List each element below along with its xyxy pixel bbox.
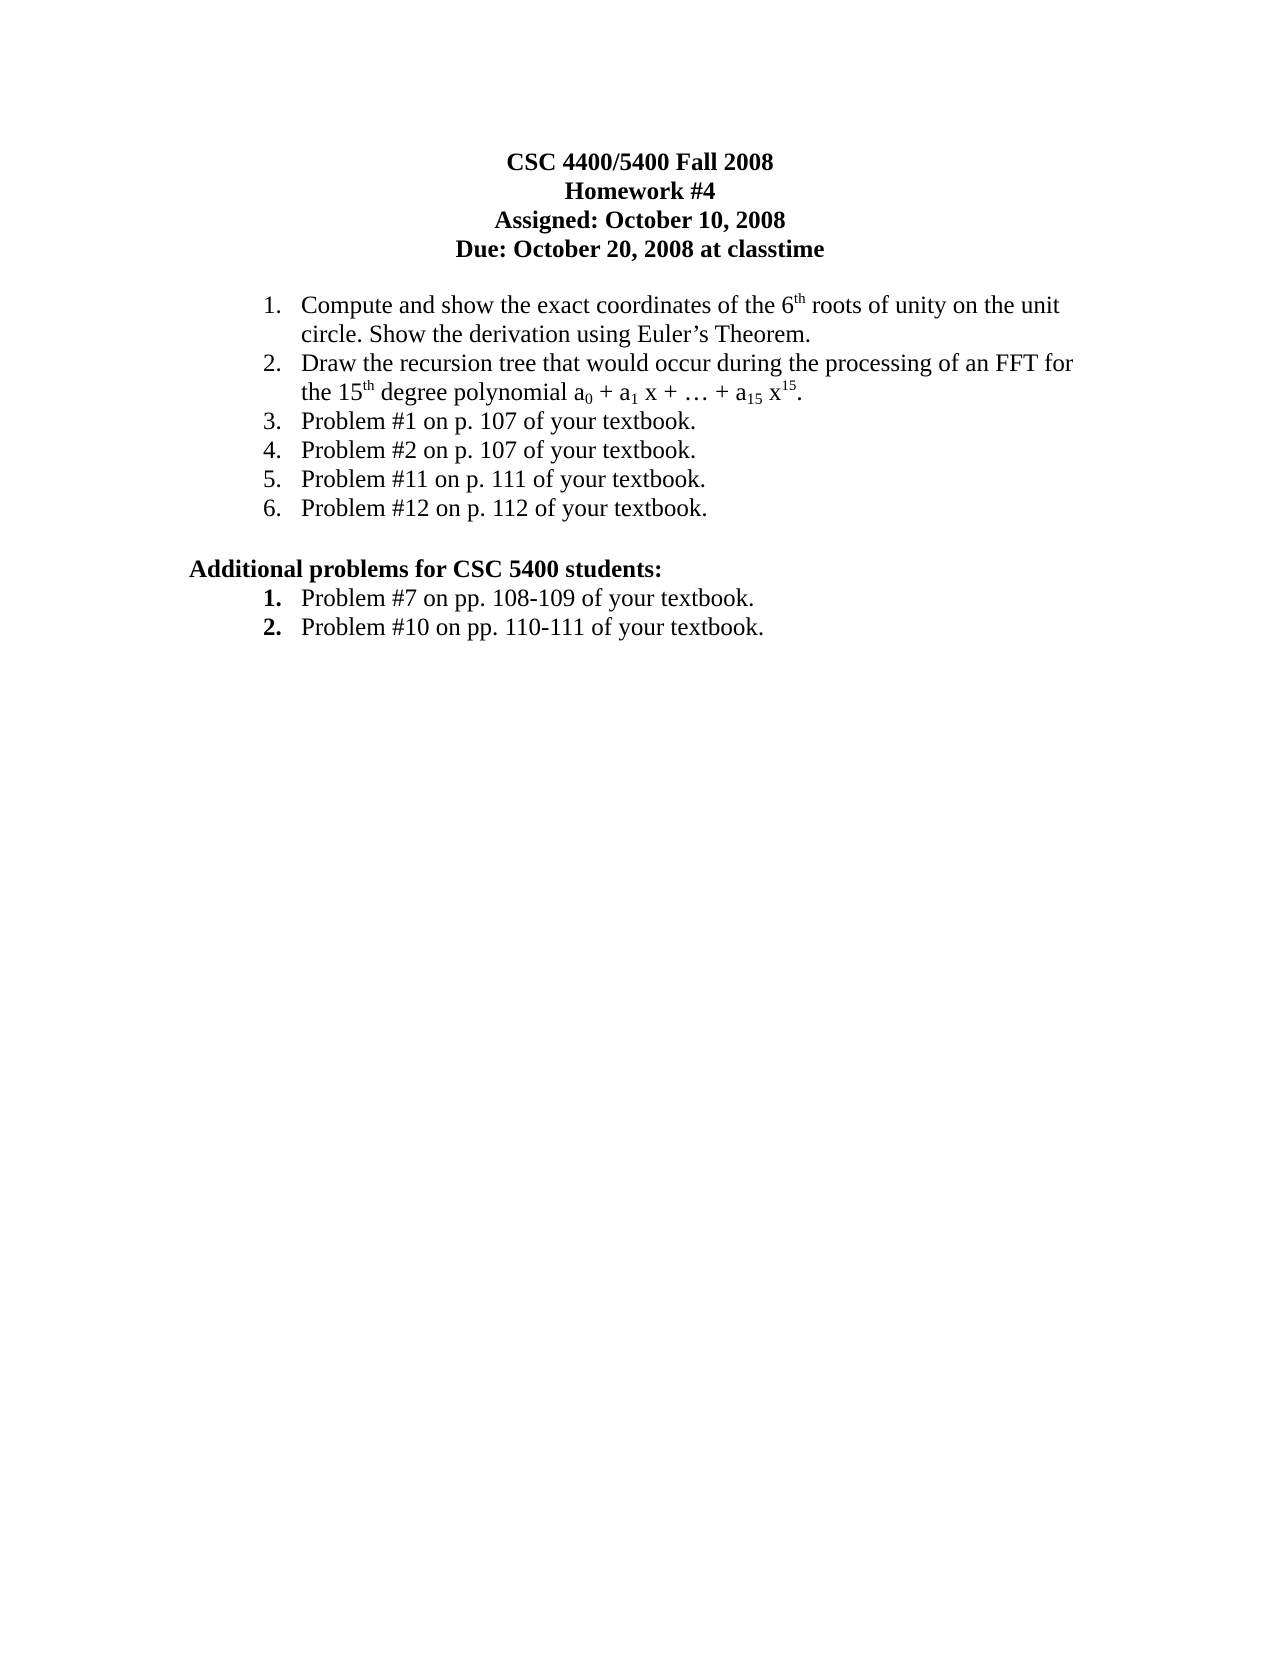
item-number: 5. [263,466,282,493]
item-text: Problem #7 on pp. 108-109 of your textbook. [301,585,755,612]
assigned-date: Assigned: October 10, 2008 [494,207,786,234]
item-text: Problem #12 on p. 112 of your textbook. [301,495,708,522]
item-text: Compute and show the exact coordinates of the 6th roots of unity on the unit circle. Show the derivation using Euler’s Theorem. [301,291,1060,348]
item-text: Draw the recursion tree that would occur during the processing of an FFT for the 15th degree polynomial $a_0 + a_1$ x + … + $a_{15}$ $x^{15}$. [301,350,1074,408]
list-item [0,407,1280,436]
item-text: Problem #1 on p. 107 of your textbook. [301,408,697,435]
item-number: 6. [263,495,282,522]
list-item [0,494,1280,523]
due-date: Due: October 20, 2008 at classtime [455,236,825,263]
list-item [0,291,1280,349]
list-item [0,349,1280,407]
document-header [0,148,1280,264]
item-number: 1. [263,292,282,319]
additional-problem-list [0,584,1280,642]
item-number: 4. [263,437,282,464]
item-text: Problem #2 on p. 107 of your textbook. [301,437,697,464]
homework-title: Homework #4 [564,178,716,205]
item-number: 1. [263,585,282,612]
list-item [0,465,1280,494]
list-item [0,584,1280,613]
list-item [0,613,1280,642]
course-title: CSC 4400/5400 Fall 2008 [506,149,774,176]
item-text: Problem #11 on p. 111 of your textbook. [301,466,706,493]
item-text: Problem #10 on pp. 110-111 of your textbook. [301,614,765,641]
problem-list [0,291,1280,523]
item-number: 2. [263,350,282,377]
item-number: 2. [263,614,282,641]
item-number: 3. [263,408,282,435]
additional-problems-heading: Additional problems for CSC 5400 students: [189,556,663,583]
list-item [0,436,1280,465]
